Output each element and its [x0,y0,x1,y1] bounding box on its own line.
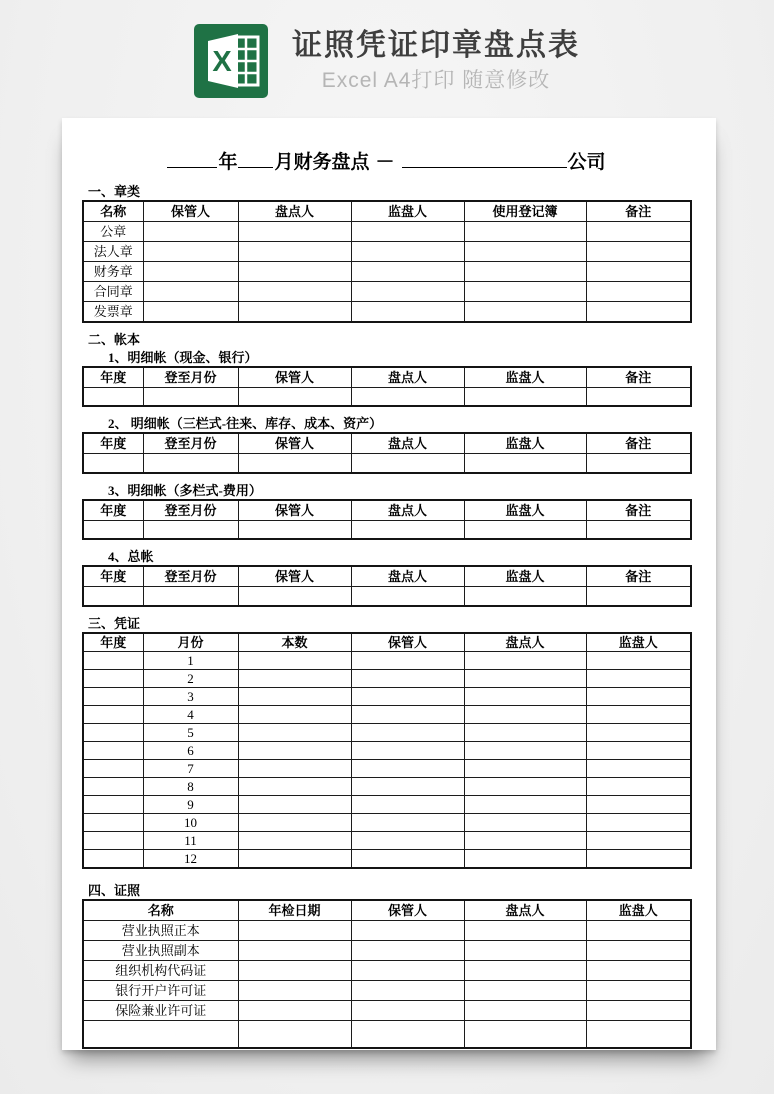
empty-cell [464,940,586,960]
empty-cell [464,705,586,723]
empty-cell [238,705,351,723]
row-label: 财务章 [83,261,143,281]
empty-cell [83,687,143,705]
empty-cell [83,795,143,813]
column-header: 保管人 [238,433,351,454]
month-cell: 10 [143,813,238,831]
empty-cell [83,520,143,539]
empty-cell [586,960,691,980]
empty-cell [351,849,464,868]
empty-cell [351,301,464,322]
empty-cell [586,940,691,960]
empty-cell [464,281,586,301]
table-header-row [83,900,691,921]
table-row [83,705,691,723]
column-header: 备注 [586,500,691,521]
empty-cell [351,795,464,813]
column-header: 保管人 [351,633,464,652]
empty-cell [238,520,351,539]
detail-account-table-1 [82,366,692,408]
document-page [62,118,716,1050]
table-row [83,241,691,261]
empty-cell [464,651,586,669]
empty-cell [351,777,464,795]
table-row [83,669,691,687]
empty-cell [143,587,238,606]
empty-cell [464,920,586,940]
empty-cell [83,759,143,777]
month-cell: 8 [143,777,238,795]
table-row [83,960,691,980]
row-label: 营业执照正本 [83,920,238,940]
empty-cell [238,301,351,322]
empty-cell [464,221,586,241]
empty-cell [586,1000,691,1020]
column-header: 保管人 [351,900,464,921]
empty-cell [586,587,691,606]
empty-cell [83,454,143,473]
empty-cell [143,261,238,281]
empty-cell [351,241,464,261]
empty-cell [586,301,691,322]
empty-cell [238,1000,351,1020]
excel-logo-icon [194,24,268,98]
table-row [83,520,691,539]
vouchers-table [82,632,692,869]
table-row [83,741,691,759]
column-header: 盘点人 [238,201,351,222]
empty-cell [586,520,691,539]
empty-cell [464,241,586,261]
empty-cell [464,261,586,281]
empty-cell [83,849,143,868]
section-heading-books: 二、帐本 [88,331,141,347]
empty-cell [83,651,143,669]
empty-cell [238,741,351,759]
detail-account-table-3 [82,499,692,541]
table-row [83,454,691,473]
month-inventory-label: 月财务盘点 [274,151,370,173]
column-header: 监盘人 [464,367,586,388]
empty-cell [83,587,143,606]
empty-cell [351,759,464,777]
empty-cell [351,940,464,960]
empty-cell [586,813,691,831]
empty-cell [238,723,351,741]
year-label: 年 [218,151,238,173]
empty-cell [83,1020,238,1048]
empty-cell [238,241,351,261]
month-cell: 3 [143,687,238,705]
empty-cell [586,777,691,795]
empty-cell [586,651,691,669]
empty-cell [83,669,143,687]
month-cell: 7 [143,759,238,777]
empty-cell [143,241,238,261]
empty-cell [238,261,351,281]
column-header: 登至月份 [143,433,238,454]
row-label: 银行开户许可证 [83,980,238,1000]
column-header: 保管人 [238,367,351,388]
dash: － [375,151,395,173]
seals-table [82,200,692,323]
empty-cell [351,687,464,705]
empty-cell [464,587,586,606]
empty-cell [586,387,691,406]
detail-account-table-2 [82,432,692,474]
column-header: 年度 [83,433,143,454]
licenses-table [82,899,692,1050]
empty-cell [586,849,691,868]
column-header: 盘点人 [464,900,586,921]
empty-cell [351,813,464,831]
month-cell: 2 [143,669,238,687]
empty-cell [143,387,238,406]
empty-cell [238,454,351,473]
empty-cell [464,669,586,687]
empty-cell [586,705,691,723]
month-cell: 11 [143,831,238,849]
general-ledger-table [82,565,692,607]
empty-cell [351,723,464,741]
subsection-heading-detail-cash-bank: 1、明细帐（现金、银行） [108,349,258,365]
empty-cell [351,261,464,281]
table-row [83,687,691,705]
empty-cell [351,454,464,473]
column-header: 备注 [586,201,691,222]
app-header [0,24,774,98]
empty-cell [586,759,691,777]
empty-cell [83,723,143,741]
table-row [83,777,691,795]
column-header: 备注 [586,367,691,388]
empty-cell [238,795,351,813]
empty-cell [83,813,143,831]
empty-cell [586,723,691,741]
empty-cell [464,741,586,759]
empty-cell [238,669,351,687]
logo-letter: X [212,46,232,78]
column-header: 盘点人 [351,433,464,454]
subsection-heading-detail-multi-col: 3、明细帐（多栏式-费用） [108,482,262,498]
table-row [83,723,691,741]
empty-cell [586,741,691,759]
table-row [83,221,691,241]
empty-cell [464,795,586,813]
empty-cell [238,387,351,406]
row-label: 法人章 [83,241,143,261]
empty-cell [238,960,351,980]
column-header: 名称 [83,900,238,921]
column-header: 盘点人 [464,633,586,652]
column-header: 监盘人 [586,900,691,921]
column-header: 名称 [83,201,143,222]
empty-cell [586,795,691,813]
empty-cell [351,281,464,301]
empty-cell [238,813,351,831]
subsection-heading-detail-three-col: 2、 明细帐（三栏式-往来、库存、成本、资产） [108,416,383,432]
table-row [83,651,691,669]
column-header: 监盘人 [586,633,691,652]
column-header: 本数 [238,633,351,652]
table-row [83,795,691,813]
empty-cell [351,1000,464,1020]
column-header: 保管人 [238,566,351,587]
column-header: 保管人 [143,201,238,222]
empty-cell [586,831,691,849]
empty-cell [351,221,464,241]
empty-cell [586,281,691,301]
column-header: 保管人 [238,500,351,521]
empty-cell [586,687,691,705]
column-header: 使用登记簿 [464,201,586,222]
month-cell: 5 [143,723,238,741]
table-row [83,587,691,606]
empty-cell [464,813,586,831]
column-header: 监盘人 [464,500,586,521]
empty-cell [586,1020,691,1048]
section-heading-licenses: 四、证照 [88,882,141,898]
empty-cell [83,387,143,406]
empty-cell [238,831,351,849]
page-subtitle: Excel A4打印 随意修改 [321,69,551,92]
column-header: 监盘人 [464,566,586,587]
table-row [83,759,691,777]
empty-cell [464,1000,586,1020]
empty-cell [464,454,586,473]
empty-cell [586,221,691,241]
empty-cell [143,301,238,322]
section-heading-seals: 一、章类 [88,183,141,199]
table-row [83,831,691,849]
doc-title-line [82,148,690,176]
empty-cell [351,741,464,759]
empty-cell [586,920,691,940]
row-label: 发票章 [83,301,143,322]
empty-cell [351,980,464,1000]
empty-cell [83,777,143,795]
empty-cell [83,705,143,723]
month-cell: 1 [143,651,238,669]
table-header-row [83,633,691,652]
table-row [83,940,691,960]
row-label: 组织机构代码证 [83,960,238,980]
empty-cell [238,687,351,705]
empty-cell [143,454,238,473]
empty-cell [464,520,586,539]
empty-cell [238,940,351,960]
column-header: 备注 [586,433,691,454]
empty-cell [351,920,464,940]
empty-cell [238,587,351,606]
table-row [83,301,691,322]
table-row [83,980,691,1000]
empty-cell [586,669,691,687]
empty-cell [586,454,691,473]
empty-cell [238,980,351,1000]
blank-company-line [402,148,567,168]
column-header: 登至月份 [143,566,238,587]
company-label: 公司 [567,151,606,173]
empty-cell [143,221,238,241]
row-label: 合同章 [83,281,143,301]
empty-cell [586,980,691,1000]
empty-cell [586,241,691,261]
empty-cell [464,301,586,322]
column-header: 年度 [83,633,143,652]
page-title: 证照凭证印章盘点表 [292,29,580,62]
empty-cell [351,520,464,539]
blank-month-line [238,148,273,168]
table-row [83,920,691,940]
empty-cell [143,281,238,301]
empty-cell [351,587,464,606]
table-header-row [83,433,691,454]
table-header-row [83,201,691,222]
empty-cell [464,980,586,1000]
column-header: 登至月份 [143,500,238,521]
empty-cell [351,1020,464,1048]
empty-cell [238,1020,351,1048]
table-header-row [83,566,691,587]
row-label: 保险兼业许可证 [83,1000,238,1020]
empty-cell [464,723,586,741]
empty-cell [351,960,464,980]
table-row [83,1000,691,1020]
row-label: 公章 [83,221,143,241]
empty-cell [238,777,351,795]
empty-cell [238,221,351,241]
empty-cell [351,669,464,687]
table-header-row [83,500,691,521]
empty-cell [464,849,586,868]
table-row [83,281,691,301]
table-row-partial [83,1020,691,1048]
empty-cell [83,831,143,849]
column-header: 年检日期 [238,900,351,921]
header-text-block [292,29,580,93]
month-cell: 9 [143,795,238,813]
empty-cell [464,831,586,849]
column-header: 盘点人 [351,566,464,587]
month-cell: 4 [143,705,238,723]
empty-cell [351,831,464,849]
column-header: 年度 [83,500,143,521]
column-header: 备注 [586,566,691,587]
empty-cell [238,759,351,777]
empty-cell [238,651,351,669]
column-header: 年度 [83,367,143,388]
empty-cell [464,960,586,980]
column-header: 月份 [143,633,238,652]
empty-cell [143,520,238,539]
subsection-heading-general-ledger: 4、总帐 [108,549,154,565]
month-cell: 6 [143,741,238,759]
empty-cell [464,1020,586,1048]
empty-cell [464,777,586,795]
empty-cell [351,651,464,669]
empty-cell [238,920,351,940]
column-header: 盘点人 [351,500,464,521]
column-header: 年度 [83,566,143,587]
section-heading-vouchers: 三、凭证 [88,615,141,631]
column-header: 监盘人 [464,433,586,454]
table-row [83,813,691,831]
table-row [83,387,691,406]
empty-cell [351,387,464,406]
empty-cell [238,281,351,301]
empty-cell [464,387,586,406]
empty-cell [464,759,586,777]
row-label: 营业执照副本 [83,940,238,960]
column-header: 登至月份 [143,367,238,388]
blank-year-line [167,148,217,168]
table-row [83,261,691,281]
table-row [83,849,691,868]
column-header: 监盘人 [351,201,464,222]
month-cell: 12 [143,849,238,868]
table-header-row [83,367,691,388]
empty-cell [238,849,351,868]
empty-cell [586,261,691,281]
empty-cell [464,687,586,705]
empty-cell [83,741,143,759]
empty-cell [351,705,464,723]
column-header: 盘点人 [351,367,464,388]
